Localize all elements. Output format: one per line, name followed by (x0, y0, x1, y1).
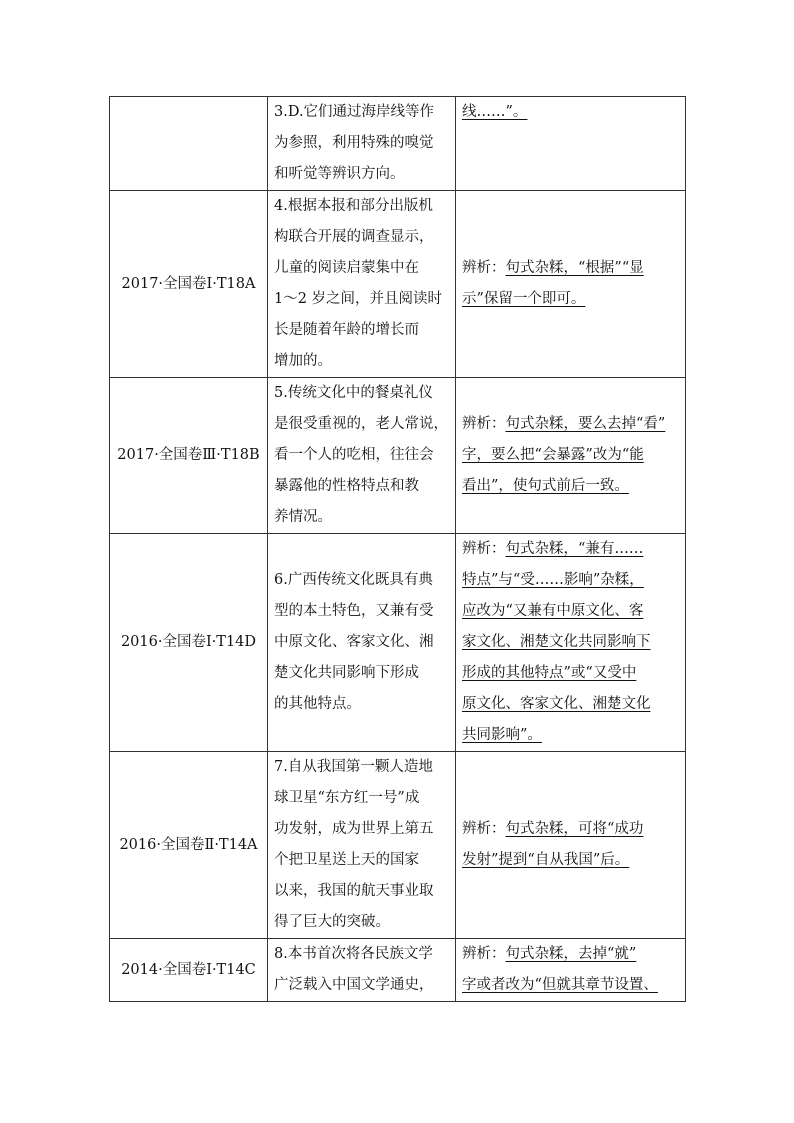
source-cell: 2016·全国卷Ⅱ·T14A (110, 752, 268, 939)
source-cell: 2017·全国卷Ⅲ·T18B (110, 378, 268, 534)
table-row (110, 191, 686, 378)
source-cell (110, 97, 268, 191)
table-row (110, 752, 686, 939)
sentence-cell: 4.根据本报和部分出版机 构联合开展的调查显示， 儿童的阅读启蒙集中在 1～2 岁之间，并且阅读时 长是随着年龄的增长而 增加的。 (268, 191, 456, 378)
sentence-cell: 5.传统文化中的餐桌礼仪 是很受重视的，老人常说， 看一个人的吃相，往往会 暴露他的性格特点和教 养情况。 (268, 378, 456, 534)
sentence-cell: 8.本书首次将各民族文学 广泛载入中国文学通史， (268, 939, 456, 1002)
source-cell: 2017·全国卷Ⅰ·T18A (110, 191, 268, 378)
table-row (110, 378, 686, 534)
sentence-cell: 6.广西传统文化既具有典 型的本土特色，又兼有受 中原文化、客家文化、湘 楚文化共同影响下形成 的其他特点。 (268, 534, 456, 752)
analysis-cell: 辨析：句式杂糅，“兼有…… 特点”与“受……影响”杂糅， 应改为“又兼有中原文化、客 家文化、湘楚文化共同影响下 形成的其他特点”或“又受中 原文化、客家文化、湘楚文化 共同影响”。 (456, 534, 686, 752)
analysis-cell: 线……”。 (456, 97, 686, 191)
table-row (110, 939, 686, 1002)
source-cell: 2016·全国卷Ⅰ·T14D (110, 534, 268, 752)
analysis-table (109, 96, 686, 1002)
table-row (110, 97, 686, 191)
analysis-cell: 辨析：句式杂糅，去掉“就” 字或者改为“但就其章节设置、 (456, 939, 686, 1002)
table-row (110, 534, 686, 752)
analysis-cell: 辨析：句式杂糅，“根据”“显 示”保留一个即可。 (456, 191, 686, 378)
sentence-cell: 7.自从我国第一颗人造地 球卫星“东方红一号”成 功发射，成为世界上第五 个把卫星送上天的国家 以来，我国的航天事业取 得了巨大的突破。 (268, 752, 456, 939)
source-cell: 2014·全国卷Ⅰ·T14C (110, 939, 268, 1002)
analysis-cell: 辨析：句式杂糅，可将“成功 发射”提到“自从我国”后。 (456, 752, 686, 939)
analysis-cell: 辨析：句式杂糅，要么去掉“看” 字，要么把“会暴露”改为“能 看出”，使句式前后一致。 (456, 378, 686, 534)
sentence-cell: 3.D.它们通过海岸线等作 为参照，利用特殊的嗅觉 和听觉等辨识方向。 (268, 97, 456, 191)
